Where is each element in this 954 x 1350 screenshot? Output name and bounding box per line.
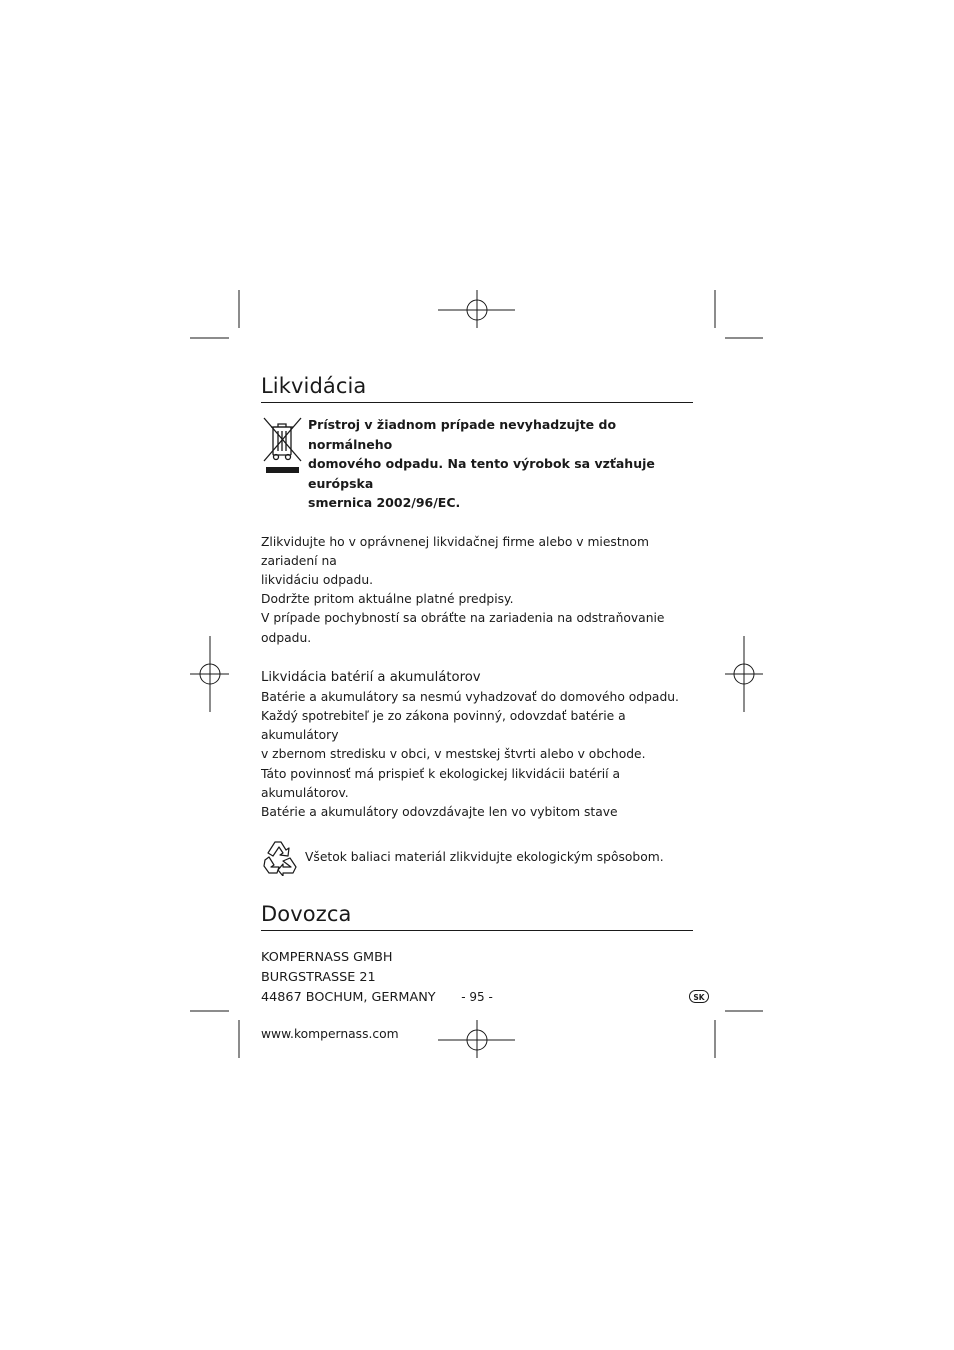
- subsection-title-batteries: Likvidácia batérií a akumulátorov: [261, 669, 481, 685]
- crossed-out-wheelie-bin-icon: [261, 415, 307, 475]
- website-link[interactable]: www.kompernass.com: [261, 1026, 399, 1041]
- section-title-dovozca: Dovozca: [261, 900, 693, 931]
- page-content: [261, 372, 693, 1041]
- disposal-paragraph: Zlikvidujte ho v oprávnenej likvidačnej firme alebo v miestnom zariadení na likvidáciu odpadu. Dodržte pritom aktuálne platné predpisy. V prípade pochybností sa obráťte na zariadenia na odstraňovanie odpadu.: [261, 534, 665, 645]
- importer-address: KOMPERNASS GMBH BURGSTRASSE 21 44867 BOCHUM, GERMANY: [261, 950, 436, 1005]
- warning-text: Prístroj v žiadnom prípade nevyhadzujte do normálneho domového odpadu. Na tento výrobok sa vzťahuje európska smernica 2002/96/EC.: [308, 417, 655, 510]
- battery-paragraph: Batérie a akumulátory sa nesmú vyhadzovať do domového odpadu. Každý spotrebiteľ je zo zákona povinný, odovzdať batérie a akumulátory v zbernom stredisku v obci, v mestskej štvrti alebo v obchode. Táto povinnosť má prispieť k ekologickej likvidácii batérií a akumulátorov. Batérie a akumulátory odovzdávajte len vo vybitom stave: [261, 689, 679, 819]
- language-badge: SK: [689, 990, 709, 1003]
- recycle-icon: [261, 838, 301, 876]
- section-title-likvidacia: Likvidácia: [261, 372, 693, 403]
- packaging-recycling-note: [261, 838, 693, 876]
- page-number: - 95 -: [461, 990, 493, 1004]
- recycle-text: Všetok baliaci materiál zlikvidujte ekologickým spôsobom.: [305, 850, 664, 865]
- weee-warning: [261, 415, 693, 513]
